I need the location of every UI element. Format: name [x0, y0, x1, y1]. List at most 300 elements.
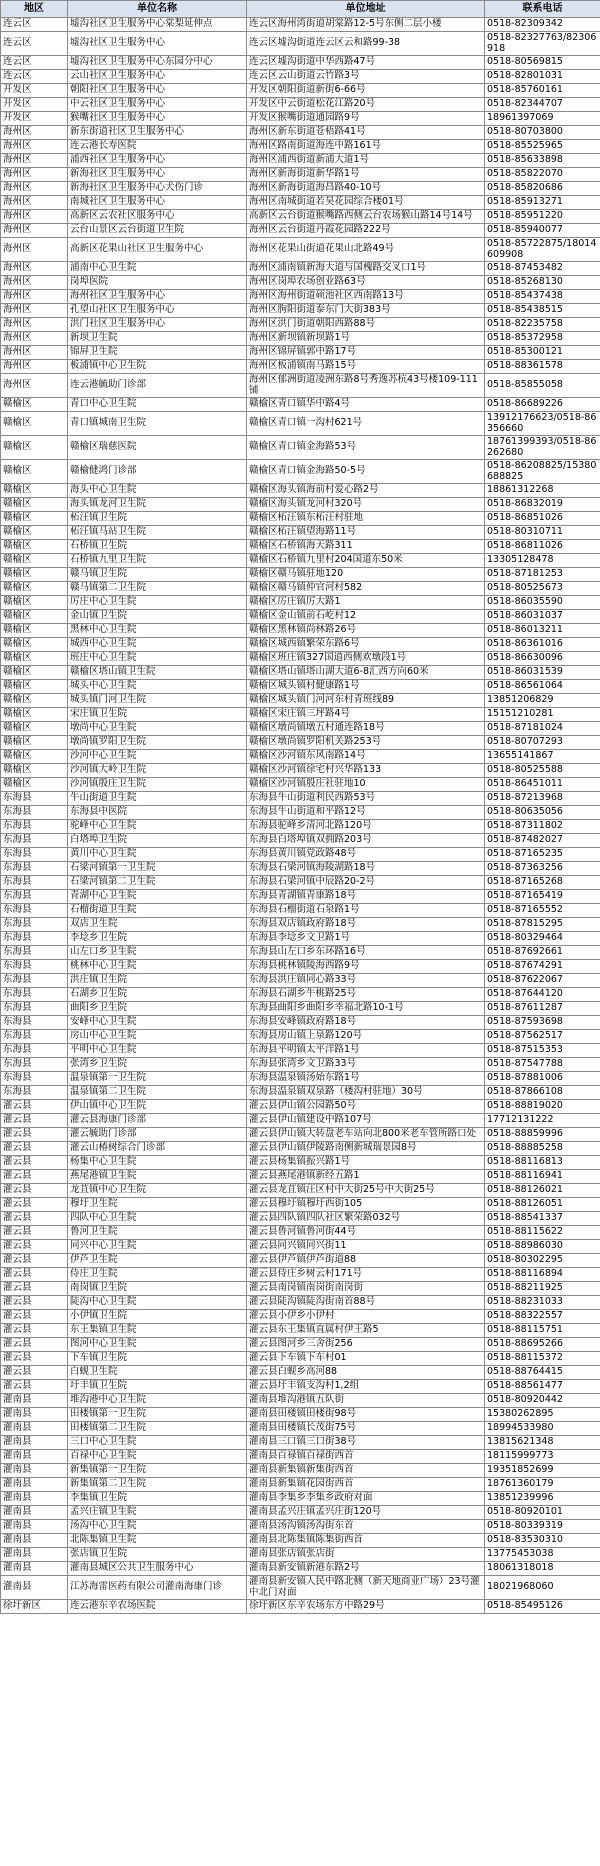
cell-district: 东海县	[1, 890, 68, 904]
cell-unit-address: 东海县房山镇上泉路120号	[247, 1030, 485, 1044]
table-row	[1, 652, 600, 666]
table-row	[1, 276, 600, 290]
cell-district: 赣榆区	[1, 582, 68, 596]
table-row	[1, 304, 600, 318]
cell-unit-name: 青口镇城南卫生院	[68, 412, 247, 436]
cell-unit-name: 新海社区卫生服务中心	[68, 168, 247, 182]
cell-district: 海州区	[1, 224, 68, 238]
cell-unit-name: 李埝乡卫生院	[68, 932, 247, 946]
cell-district: 灌云县	[1, 1128, 68, 1142]
table-row	[1, 1058, 600, 1072]
table-row	[1, 140, 600, 154]
cell-unit-name: 龙苴镇中心卫生院	[68, 1184, 247, 1198]
table-row	[1, 554, 600, 568]
cell-unit-name: 城头镇门河卫生院	[68, 694, 247, 708]
cell-phone: 0518-85438515	[485, 304, 600, 318]
cell-phone: 0518-88115372	[485, 1352, 600, 1366]
table-row	[1, 526, 600, 540]
cell-district: 灌南县	[1, 1408, 68, 1422]
cell-unit-name: 中云社区卫生服务中心	[68, 98, 247, 112]
cell-unit-name: 房山中心卫生院	[68, 1030, 247, 1044]
table-row	[1, 862, 600, 876]
cell-district: 灌云县	[1, 1240, 68, 1254]
cell-unit-address: 东海县温泉镇汤始东路1号	[247, 1072, 485, 1086]
cell-district: 东海县	[1, 1044, 68, 1058]
cell-unit-address: 灌云县下车镇下车村01	[247, 1352, 485, 1366]
cell-unit-address: 灌云县穆圩镇穆圩西街105	[247, 1198, 485, 1212]
cell-unit-name: 赣榆区瑞慈医院	[68, 436, 247, 460]
cell-district: 海州区	[1, 318, 68, 332]
table-row	[1, 498, 600, 512]
cell-unit-name: 沙河镇殷庄卫生院	[68, 778, 247, 792]
cell-district: 灌南县	[1, 1576, 68, 1600]
cell-phone: 0518-88986030	[485, 1240, 600, 1254]
cell-unit-address: 赣榆区墩尚镇罗阳机关路253号	[247, 736, 485, 750]
cell-phone: 0518-80635056	[485, 806, 600, 820]
cell-unit-address: 灌云县燕尾港镇新经五路1	[247, 1170, 485, 1184]
table-row	[1, 332, 600, 346]
cell-unit-address: 赣榆区青口镇金海路53号	[247, 436, 485, 460]
cell-phone: 0518-86031037	[485, 610, 600, 624]
cell-unit-name: 四队中心卫生院	[68, 1212, 247, 1226]
table-row	[1, 412, 600, 436]
cell-unit-address: 灌南县田楼镇田楼街98号	[247, 1408, 485, 1422]
table-row	[1, 1002, 600, 1016]
cell-phone: 0518-87611287	[485, 1002, 600, 1016]
cell-unit-address: 灌云县伊山镇大转盘老车站向北800米老车管所路口处	[247, 1128, 485, 1142]
cell-phone: 13815621348	[485, 1436, 600, 1450]
cell-district: 赣榆区	[1, 460, 68, 484]
cell-unit-name: 圩丰镇卫生院	[68, 1380, 247, 1394]
cell-district: 徐圩新区	[1, 1600, 68, 1614]
cell-unit-address: 赣榆区赣马镇驻地120	[247, 568, 485, 582]
cell-unit-address: 开发区中云街道松花江路20号	[247, 98, 485, 112]
cell-unit-name: 双店卫生院	[68, 918, 247, 932]
cell-district: 东海县	[1, 876, 68, 890]
cell-unit-address: 赣榆区金山镇前石屹村12	[247, 610, 485, 624]
cell-unit-name: 石榴街道卫生院	[68, 904, 247, 918]
cell-phone: 18961397069	[485, 112, 600, 126]
cell-unit-address: 东海县石梁河镇海陵湖路18号	[247, 862, 485, 876]
cell-unit-address: 赣榆区青口镇华中路4号	[247, 398, 485, 412]
cell-unit-address: 灌云县东王集镇直属村伊王路5	[247, 1324, 485, 1338]
cell-phone: 0518-88885258	[485, 1142, 600, 1156]
cell-phone: 18115999773	[485, 1450, 600, 1464]
cell-district: 东海县	[1, 946, 68, 960]
cell-unit-address: 灌南县新集镇花园街西首	[247, 1478, 485, 1492]
table-row	[1, 1520, 600, 1534]
table-row	[1, 1422, 600, 1436]
cell-unit-name: 沙河中心卫生院	[68, 750, 247, 764]
cell-phone: 0518-86361016	[485, 638, 600, 652]
cell-unit-name: 曲阳乡卫生院	[68, 1002, 247, 1016]
cell-phone: 0518-85437438	[485, 290, 600, 304]
cell-unit-name: 云山社区卫生服务中心	[68, 70, 247, 84]
table-row	[1, 512, 600, 526]
cell-phone: 0518-85855058	[485, 374, 600, 398]
cell-unit-address: 东海县石榴街道石泉路1号	[247, 904, 485, 918]
table-row	[1, 290, 600, 304]
cell-unit-name: 图河中心卫生院	[68, 1338, 247, 1352]
cell-district: 海州区	[1, 238, 68, 262]
cell-phone: 0518-80302295	[485, 1254, 600, 1268]
cell-district: 赣榆区	[1, 526, 68, 540]
table-row	[1, 806, 600, 820]
cell-district: 灌南县	[1, 1450, 68, 1464]
table-row	[1, 18, 600, 32]
table-row	[1, 1394, 600, 1408]
cell-unit-name: 浦西社区卫生服务中心	[68, 154, 247, 168]
cell-unit-name: 浦南中心卫生院	[68, 262, 247, 276]
cell-unit-address: 灌云县同兴镇同兴街11	[247, 1240, 485, 1254]
cell-phone: 0518-82801031	[485, 70, 600, 84]
cell-phone: 0518-87453482	[485, 262, 600, 276]
cell-district: 海州区	[1, 210, 68, 224]
header-unit-name: 单位名称	[68, 1, 247, 18]
cell-phone: 0518-86630096	[485, 652, 600, 666]
cell-district: 灌云县	[1, 1114, 68, 1128]
table-row	[1, 1044, 600, 1058]
cell-phone: 0518-88695266	[485, 1338, 600, 1352]
cell-district: 赣榆区	[1, 764, 68, 778]
cell-unit-address: 东海县安峰镇政府路18号	[247, 1016, 485, 1030]
cell-unit-name: 温泉镇第一卫生院	[68, 1072, 247, 1086]
cell-phone: 0518-87311802	[485, 820, 600, 834]
cell-unit-name: 墟沟社区卫生服务中心	[68, 32, 247, 56]
table-row	[1, 1128, 600, 1142]
cell-unit-name: 新海社区卫生服务中心犬伤门诊	[68, 182, 247, 196]
cell-unit-name: 墟沟社区卫生服务中心棠梨延伸点	[68, 18, 247, 32]
cell-district: 海州区	[1, 182, 68, 196]
cell-unit-name: 城西中心卫生院	[68, 638, 247, 652]
cell-unit-name: 伊山镇中心卫生院	[68, 1100, 247, 1114]
cell-phone: 0518-86035590	[485, 596, 600, 610]
cell-unit-address: 东海县牛山街道利民西路53号	[247, 792, 485, 806]
cell-unit-name: 赣榆区塔山镇卫生院	[68, 666, 247, 680]
cell-unit-name: 墩尚中心卫生院	[68, 722, 247, 736]
table-row	[1, 1184, 600, 1198]
cell-unit-address: 灌云县小伊乡小伊村	[247, 1310, 485, 1324]
table-row	[1, 610, 600, 624]
cell-phone: 0518-88819020	[485, 1100, 600, 1114]
table-row	[1, 1226, 600, 1240]
cell-district: 东海县	[1, 988, 68, 1002]
cell-phone: 0518-86851026	[485, 512, 600, 526]
cell-district: 海州区	[1, 168, 68, 182]
cell-unit-address: 灌云县伊山镇公园路50号	[247, 1100, 485, 1114]
cell-district: 灌云县	[1, 1366, 68, 1380]
cell-unit-address: 连云区墟沟街道中华西路47号	[247, 56, 485, 70]
table-row	[1, 1562, 600, 1576]
cell-unit-name: 赣榆健鸿门诊部	[68, 460, 247, 484]
cell-district: 灌南县	[1, 1520, 68, 1534]
table-row	[1, 460, 600, 484]
cell-unit-address: 赣榆区黑林镇尚林路26号	[247, 624, 485, 638]
cell-unit-name: 石桥镇九里卫生院	[68, 554, 247, 568]
table-row	[1, 666, 600, 680]
cell-phone: 0518-88115622	[485, 1226, 600, 1240]
cell-unit-name: 城头中心卫生院	[68, 680, 247, 694]
cell-unit-name: 东王集镇卫生院	[68, 1324, 247, 1338]
cell-unit-address: 东海县石湖乡牛桃路25号	[247, 988, 485, 1002]
table-header-row	[1, 1, 600, 18]
cell-unit-address: 灌云县南岗镇南岗街南岗街	[247, 1282, 485, 1296]
table-row	[1, 694, 600, 708]
table-row	[1, 224, 600, 238]
cell-district: 东海县	[1, 1072, 68, 1086]
cell-unit-address: 海州区路南街道海连中路161号	[247, 140, 485, 154]
cell-phone: 13912176623/0518-86356660	[485, 412, 600, 436]
cell-unit-address: 灌云县图河乡三舍街256	[247, 1338, 485, 1352]
cell-district: 灌南县	[1, 1394, 68, 1408]
cell-unit-name: 柘汪镇马站卫生院	[68, 526, 247, 540]
cell-phone: 0518-85913271	[485, 196, 600, 210]
cell-unit-address: 灌云县四队镇四队社区繁荣路032号	[247, 1212, 485, 1226]
table-row	[1, 1240, 600, 1254]
cell-unit-address: 东海县山左口乡东环路16号	[247, 946, 485, 960]
cell-phone: 0518-85495126	[485, 1600, 600, 1614]
table-row	[1, 792, 600, 806]
table-row	[1, 182, 600, 196]
cell-unit-name: 驼峰中心卫生院	[68, 820, 247, 834]
cell-unit-address: 灌南县田楼镇长茂街75号	[247, 1422, 485, 1436]
cell-phone: 0518-80569815	[485, 56, 600, 70]
cell-unit-name: 黑林中心卫生院	[68, 624, 247, 638]
cell-unit-address: 东海县张湾乡文卫路33号	[247, 1058, 485, 1072]
cell-phone: 0518-88116813	[485, 1156, 600, 1170]
cell-district: 赣榆区	[1, 666, 68, 680]
cell-unit-name: 云台山景区云台街道卫生院	[68, 224, 247, 238]
cell-unit-name: 桃林中心卫生院	[68, 960, 247, 974]
cell-phone: 0518-88322557	[485, 1310, 600, 1324]
cell-district: 灌云县	[1, 1282, 68, 1296]
cell-phone: 17712131222	[485, 1114, 600, 1128]
cell-unit-address: 开发区猴嘴街道通园路9号	[247, 112, 485, 126]
cell-phone: 0518-87165235	[485, 848, 600, 862]
cell-district: 海州区	[1, 360, 68, 374]
cell-unit-name: 新集镇第二卫生院	[68, 1478, 247, 1492]
cell-phone: 0518-88115751	[485, 1324, 600, 1338]
cell-unit-address: 东海县曲阳乡曲阳乡幸福北路10-1号	[247, 1002, 485, 1016]
cell-district: 东海县	[1, 932, 68, 946]
cell-unit-address: 东海县驼峰乡清河北路120号	[247, 820, 485, 834]
cell-unit-name: 洪庄镇卫生院	[68, 974, 247, 988]
cell-phone: 0518-88231033	[485, 1296, 600, 1310]
cell-unit-name: 新坝卫生院	[68, 332, 247, 346]
cell-phone: 0518-87181253	[485, 568, 600, 582]
cell-district: 赣榆区	[1, 610, 68, 624]
cell-phone: 0518-88116894	[485, 1268, 600, 1282]
cell-phone: 0518-87213968	[485, 792, 600, 806]
cell-district: 赣榆区	[1, 412, 68, 436]
cell-district: 灌南县	[1, 1492, 68, 1506]
table-row	[1, 1576, 600, 1600]
cell-unit-address: 赣榆区城头镇门河河东村青班线89	[247, 694, 485, 708]
cell-unit-address: 海州区南城街道若昊花园综合楼01号	[247, 196, 485, 210]
cell-phone: 0518-87674291	[485, 960, 600, 974]
table-row	[1, 1464, 600, 1478]
table-row	[1, 1450, 600, 1464]
table-row	[1, 1282, 600, 1296]
cell-unit-address: 海州区板浦镇南马路15号	[247, 360, 485, 374]
table-row	[1, 1030, 600, 1044]
cell-unit-address: 赣榆区石桥镇海天路311	[247, 540, 485, 554]
cell-district: 东海县	[1, 848, 68, 862]
table-row	[1, 582, 600, 596]
cell-phone: 0518-86208825/15380688825	[485, 460, 600, 484]
cell-phone: 0518-85525965	[485, 140, 600, 154]
cell-phone: 13655141867	[485, 750, 600, 764]
cell-district: 赣榆区	[1, 722, 68, 736]
table-row	[1, 918, 600, 932]
cell-unit-name: 锦屏卫生院	[68, 346, 247, 360]
cell-unit-address: 海州区新海街道新华路1号	[247, 168, 485, 182]
cell-phone: 18021968060	[485, 1576, 600, 1600]
cell-district: 灌云县	[1, 1268, 68, 1282]
cell-district: 赣榆区	[1, 708, 68, 722]
cell-phone: 0518-85940077	[485, 224, 600, 238]
cell-phone: 0518-85300121	[485, 346, 600, 360]
cell-phone: 0518-87562517	[485, 1030, 600, 1044]
cell-district: 连云区	[1, 32, 68, 56]
cell-district: 赣榆区	[1, 652, 68, 666]
cell-unit-address: 灌云县伊山镇伊陵路南侧新城瑞景园8号	[247, 1142, 485, 1156]
cell-district: 东海县	[1, 904, 68, 918]
cell-district: 连云区	[1, 70, 68, 84]
cell-unit-name: 牛山街道卫生院	[68, 792, 247, 806]
cell-phone: 0518-86689226	[485, 398, 600, 412]
cell-unit-name: 张湾乡卫生院	[68, 1058, 247, 1072]
cell-phone: 19351852699	[485, 1464, 600, 1478]
table-row	[1, 56, 600, 70]
cell-district: 灌云县	[1, 1184, 68, 1198]
cell-phone: 0518-88859996	[485, 1128, 600, 1142]
table-row	[1, 988, 600, 1002]
cell-unit-name: 海州社区卫生服务中心	[68, 290, 247, 304]
cell-unit-address: 灌南县堆沟港镇五队街	[247, 1394, 485, 1408]
cell-phone: 0518-87593698	[485, 1016, 600, 1030]
cell-unit-name: 伊芦卫生院	[68, 1254, 247, 1268]
cell-unit-name: 同兴中心卫生院	[68, 1240, 247, 1254]
cell-district: 灌云县	[1, 1212, 68, 1226]
cell-unit-address: 灌云县陡沟镇陡沟街南首88号	[247, 1296, 485, 1310]
table-row	[1, 168, 600, 182]
cell-unit-address: 赣榆区厉庄镇厉大路1	[247, 596, 485, 610]
cell-phone: 0518-85760161	[485, 84, 600, 98]
cell-district: 海州区	[1, 126, 68, 140]
table-row	[1, 484, 600, 498]
cell-unit-address: 赣榆区柘汪镇望海路11号	[247, 526, 485, 540]
cell-phone: 0518-82344707	[485, 98, 600, 112]
cell-unit-name: 石湖乡卫生院	[68, 988, 247, 1002]
table-row	[1, 1016, 600, 1030]
cell-phone: 13851206829	[485, 694, 600, 708]
table-row	[1, 238, 600, 262]
table-row	[1, 1268, 600, 1282]
cell-unit-name: 山左口乡卫生院	[68, 946, 247, 960]
cell-district: 灌云县	[1, 1296, 68, 1310]
cell-district: 赣榆区	[1, 624, 68, 638]
cell-phone: 0518-88561477	[485, 1380, 600, 1394]
table-row	[1, 1296, 600, 1310]
cell-unit-address: 海州区郁洲街道凌洲东路8号秀逸苏杭43号楼109-111铺	[247, 374, 485, 398]
table-row	[1, 722, 600, 736]
cell-unit-name: 李集镇卫生院	[68, 1492, 247, 1506]
cell-unit-address: 连云区墟沟街道连云区云和路99-38	[247, 32, 485, 56]
table-row	[1, 638, 600, 652]
cell-unit-name: 海头中心卫生院	[68, 484, 247, 498]
table-row	[1, 904, 600, 918]
cell-unit-name: 海头镇龙河卫生院	[68, 498, 247, 512]
cell-unit-name: 小伊镇卫生院	[68, 1310, 247, 1324]
table-row	[1, 360, 600, 374]
cell-district: 东海县	[1, 918, 68, 932]
cell-phone: 0518-85268130	[485, 276, 600, 290]
cell-phone: 0518-86561064	[485, 680, 600, 694]
cell-unit-address: 海州区朐阳街道泰东门大街383号	[247, 304, 485, 318]
cell-unit-address: 赣榆区墩尚镇墩五村通连路18号	[247, 722, 485, 736]
table-row	[1, 1600, 600, 1614]
cell-unit-address: 东海县双店镇政府路18号	[247, 918, 485, 932]
cell-unit-address: 灌南县张店镇张店街	[247, 1548, 485, 1562]
cell-unit-name: 宋庄镇卫生院	[68, 708, 247, 722]
cell-unit-name: 灌云毓助门诊部	[68, 1128, 247, 1142]
cell-district: 赣榆区	[1, 680, 68, 694]
table-row	[1, 1492, 600, 1506]
table-row	[1, 436, 600, 460]
cell-district: 灌云县	[1, 1254, 68, 1268]
table-row	[1, 834, 600, 848]
cell-phone: 0518-85951220	[485, 210, 600, 224]
cell-unit-name: 墟沟社区卫生服务中心东园分中心	[68, 56, 247, 70]
cell-unit-address: 赣榆区青口镇一沟村621号	[247, 412, 485, 436]
cell-unit-address: 徐圩新区东辛农场东方中路29号	[247, 1600, 485, 1614]
table-body	[1, 18, 600, 1614]
cell-district: 东海县	[1, 862, 68, 876]
cell-unit-address: 东海县洪庄镇同心路33号	[247, 974, 485, 988]
cell-unit-address: 海州区海州街道硕池社区西南路13号	[247, 290, 485, 304]
cell-unit-name: 汤沟中心卫生院	[68, 1520, 247, 1534]
cell-phone: 0518-86811026	[485, 540, 600, 554]
cell-unit-name: 百禄中心卫生院	[68, 1450, 247, 1464]
cell-unit-name: 黄川中心卫生院	[68, 848, 247, 862]
cell-phone: 0518-80920101	[485, 1506, 600, 1520]
cell-unit-address: 东海县青湖镇青康路18号	[247, 890, 485, 904]
cell-district: 海州区	[1, 374, 68, 398]
cell-phone: 0518-80329464	[485, 932, 600, 946]
header-phone: 联系电话	[485, 1, 600, 18]
cell-unit-name: 侍庄卫生院	[68, 1268, 247, 1282]
cell-district: 东海县	[1, 834, 68, 848]
cell-district: 东海县	[1, 1030, 68, 1044]
cell-phone: 0518-85633898	[485, 154, 600, 168]
table-row	[1, 1086, 600, 1100]
cell-district: 赣榆区	[1, 736, 68, 750]
cell-unit-address: 赣榆区沙河镇殷庄社驻地10	[247, 778, 485, 792]
cell-unit-address: 赣榆区沙河镇徐宅村兴华路133	[247, 764, 485, 778]
cell-unit-address: 东海县白塔埠镇双拥路203号	[247, 834, 485, 848]
table-row	[1, 196, 600, 210]
table-row	[1, 778, 600, 792]
cell-unit-address: 灌云县龙苴镇汪区村中大街25号中大街25号	[247, 1184, 485, 1198]
cell-phone: 18061318018	[485, 1562, 600, 1576]
cell-unit-address: 海州区岗埠农场创业路63号	[247, 276, 485, 290]
cell-district: 灌南县	[1, 1534, 68, 1548]
cell-unit-address: 灌云县伊山镇建设中路107号	[247, 1114, 485, 1128]
cell-unit-name: 东海县中医院	[68, 806, 247, 820]
cell-unit-name: 三口中心卫生院	[68, 1436, 247, 1450]
cell-phone: 0518-88541337	[485, 1212, 600, 1226]
